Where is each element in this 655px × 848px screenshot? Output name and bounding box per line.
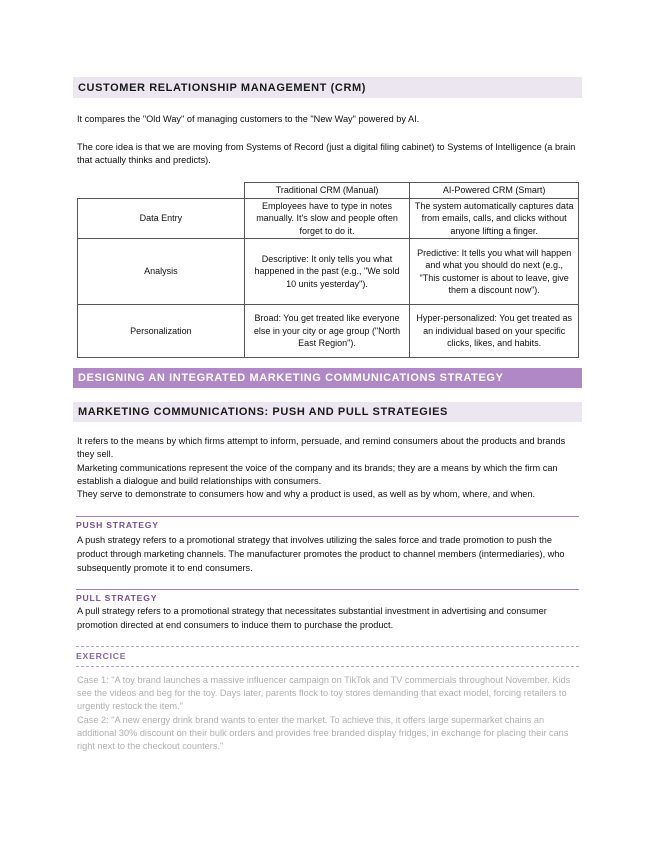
table-header-blank [78,183,245,199]
traditional-cell: Broad: You get treated like everyone else in your city or age group ("North East Region"). [244,305,410,358]
ai-cell: Hyper-personalized: You get treated as an individual based on your specific clicks, likes, and habits. [410,305,579,358]
push-strategy-heading: PUSH STRATEGY [76,516,579,530]
crm-comparison-table [77,182,579,358]
exercise-heading: EXERCICE [76,646,579,667]
imc-section-heading: DESIGNING AN INTEGRATED MARKETING COMMUNICATIONS STRATEGY [73,368,582,388]
push-strategy-text: A push strategy refers to a promotional strategy that involves utilizing the sales force and trade promotion to push the product through marketing channels. The manufacturer promotes the product to channel members (intermediaries), who subsequently promote it to end consumers. [77,535,565,573]
marketing-communications-heading: MARKETING COMMUNICATIONS: PUSH AND PULL STRATEGIES [73,402,582,422]
traditional-cell: Employees have to type in notes manually. It's slow and people often forget to do it. [244,198,410,239]
exercise-case-1: Case 1: "A toy brand launches a massive influencer campaign on TikTok and TV commercials throughout November. Kids see the videos and beg for the toy. Days later, parents flock to toy stores demanding that exact model, forcing retailers to urgently restock the item." [77,675,571,711]
table-header-row [78,183,579,199]
pull-strategy-heading: PULL STRATEGY [76,589,579,603]
table-row [78,198,579,239]
table-header-ai: AI-Powered CRM (Smart) [410,183,579,199]
mc-demonstrate-paragraph: They serve to demonstrate to consumers how and why a product is used, as well as by whom, where, and when. [77,489,536,499]
traditional-cell: Descriptive: It only tells you what happened in the past (e.g., "We sold 10 units yesterday"). [244,239,410,305]
mc-voice-paragraph: Marketing communications represent the voice of the company and its brands; they are a means by which the firm can establish a dialogue and build relationships with consumers. [77,463,558,486]
table-row [78,239,579,305]
crm-intro-paragraph: It compares the "Old Way" of managing customers to the "New Way" powered by AI. [77,114,420,124]
crm-core-idea-paragraph: The core idea is that we are moving from Systems of Record (just a digital filing cabinet) to Systems of Intelligence (a brain that actually thinks and predicts). [77,142,576,165]
row-label: Analysis [78,239,245,305]
row-label: Personalization [78,305,245,358]
mc-definition-paragraph: It refers to the means by which firms attempt to inform, persuade, and remind consumers about the products and brands they sell. [77,436,566,459]
crm-section-heading: CUSTOMER RELATIONSHIP MANAGEMENT (CRM) [73,77,582,98]
exercise-case-2: Case 2: "A new energy drink brand wants to enter the market. To achieve this, it offers large supermarket chains an additional 30% discount on their bulk orders and provides free branded display fridges, in exchange for placing their cans right next to the checkout counters." [77,715,569,751]
pull-strategy-text: A pull strategy refers to a promotional strategy that necessitates substantial investment in advertising and consumer promotion directed at end consumers to induce them to purchase the product. [77,606,547,630]
table-row [78,305,579,358]
table-header-traditional: Traditional CRM (Manual) [244,183,410,199]
ai-cell: Predictive: It tells you what will happen and what you should do next (e.g., "This customer is about to leave, give them a discount now"). [410,239,579,305]
ai-cell: The system automatically captures data from emails, calls, and clicks without anyone lifting a finger. [410,198,579,239]
row-label: Data Entry [78,198,245,239]
